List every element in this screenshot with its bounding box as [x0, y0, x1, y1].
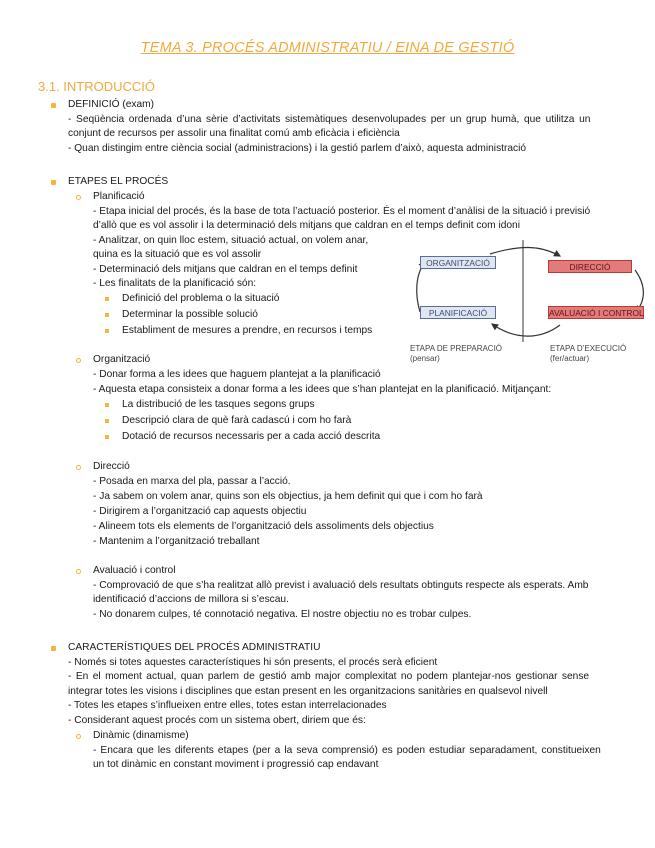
- box-direccio: DIRECCIÓ: [548, 260, 632, 273]
- bullet-circle: [76, 734, 81, 739]
- avaluacio-heading: Avaluació i control: [93, 565, 176, 576]
- organitzacio-line: - Aquesta etapa consisteix a donar forma a les idees que s’han plantejat en la planificació. Mitjançant:: [93, 384, 552, 395]
- etapes-heading: ETAPES EL PROCÉS: [68, 176, 169, 187]
- planificacio-item: Establiment de mesures a prendre, en recursos i temps: [122, 325, 373, 336]
- caracteristiques-line: - Només si totes aquestes característiques hi són presents, el procés serà eficient: [68, 657, 438, 668]
- planificacio-item: Determinar la possible solució: [122, 309, 258, 320]
- caracteristiques-line: - Considerant aquest procés com un sistema obert, diriem que és:: [68, 715, 366, 726]
- definicio-line: - Quan distingim entre ciència social (administracions) i la gestió parlem d’això, aquesta administració: [68, 143, 527, 154]
- etapa-preparacio-label: ETAPA DE PREPARACIÓ: [410, 344, 503, 353]
- planificacio-item: Definició del problema o la situació: [122, 293, 280, 304]
- avaluacio-line: - Comprovació de que s’ha realitzat allò previst i avaluació dels resultats obtinguts respecte als esperats. Amb: [93, 580, 589, 591]
- bullet-circle: [76, 358, 81, 363]
- definicio-line: conjunt de recursos per assolir una finalitat comú amb eficàcia i eficiència: [68, 128, 400, 139]
- caracteristiques-heading: CARACTERÍSTIQUES DEL PROCÉS ADMINISTRATIU: [68, 642, 321, 653]
- direccio-line: - Posada en marxa del pla, passar a l’acció.: [93, 476, 291, 487]
- caracteristiques-line: - Totes les etapes s’influeixen entre elles, totes estan interrelacionades: [68, 700, 387, 711]
- dinamic-line: un tot dinàmic en constant moviment i progressió cap endavant: [93, 759, 379, 770]
- box-organitzacio: ORGANITZACIÓ: [420, 256, 496, 269]
- definicio-heading: DEFINICIÓ (exam): [68, 99, 155, 110]
- organitzacio-line: - Donar forma a les idees que haguem plantejat a la planificació: [93, 369, 381, 380]
- bullet-small: [105, 313, 109, 317]
- dinamic-heading: Dinàmic (dinamisme): [93, 730, 189, 741]
- definicio-line: - Seqüència ordenada d’una sèrie d’activitats sistemàtiques desenvolupades per un grup humà, que utilitza un: [68, 114, 591, 125]
- direccio-heading: Direcció: [93, 461, 130, 472]
- process-diagram: [410, 240, 650, 370]
- etapa-execucio-label: ETAPA D’EXECUCIÓ: [550, 344, 627, 353]
- bullet-circle: [76, 569, 81, 574]
- bullet-small: [105, 329, 109, 333]
- planificacio-line: - Les finalitats de la planificació són:: [93, 278, 257, 289]
- bullet-circle: [76, 195, 81, 200]
- bullet-small: [105, 403, 109, 407]
- bullet-square: [51, 180, 56, 185]
- organitzacio-item: Descripció clara de què farà cadascú i com ho farà: [122, 415, 352, 426]
- avaluacio-line: - No donarem culpes, té connotació negativa. El nostre objectiu no es trobar culpes.: [93, 609, 472, 620]
- arrow-top: [490, 247, 560, 256]
- bullet-circle: [76, 465, 81, 470]
- planificacio-heading: Planificació: [93, 191, 145, 202]
- direccio-line: - Alineem tots els elements de l’organització dels assoliments dels objectius: [93, 521, 434, 532]
- bullet-small: [105, 419, 109, 423]
- planificacio-line: quina es la situació que es vol assolir: [93, 249, 262, 260]
- planificacio-line: - Etapa inicial del procés, és la base de tota l’actuació posterior. És el moment d’anàlisi de la situació i previsió: [93, 206, 591, 217]
- direccio-line: - Ja sabem on volem anar, quins son els objectius, ja hem definit qui que i com ho farà: [93, 491, 483, 502]
- bullet-square: [51, 103, 56, 108]
- avaluacio-line: identificació d’accions de millora si s’escau.: [93, 594, 289, 605]
- organitzacio-item: La distribució de les tasques segons grups: [122, 399, 315, 410]
- box-planificacio: PLANIFICACIÓ: [420, 306, 496, 319]
- direccio-line: - Mantenim a l’organització treballant: [93, 536, 260, 547]
- execucio-note: (fer/actuar): [550, 354, 590, 363]
- arrow-bottom: [492, 324, 560, 336]
- bullet-small: [105, 297, 109, 301]
- direccio-line: - Dirigirem a l’organització cap aquests objectiu: [93, 506, 307, 517]
- planificacio-line: - Analitzar, on quin lloc estem, situació actual, on volem anar,: [93, 235, 369, 246]
- bullet-small: [105, 435, 109, 439]
- organitzacio-item: Dotació de recursos necessaris per a cada acció descrita: [122, 431, 381, 442]
- bullet-square: [51, 646, 56, 651]
- caracteristiques-line: integrar totes les visions i disciplines que estan present en les organitzacions sanitàries en qualsevol nivell: [68, 686, 548, 697]
- organitzacio-heading: Organització: [93, 354, 151, 365]
- box-avaluacio: AVALUACIÓ I CONTROL: [549, 308, 644, 318]
- section-heading: 3.1. INTRODUCCIÓ: [38, 79, 156, 94]
- caracteristiques-line: - En el moment actual, quan parlem de gestió amb major complexitat no podem plantejar-nos gestionar sense: [68, 671, 590, 682]
- preparacio-note: (pensar): [410, 354, 440, 363]
- planificacio-line: d’allò que es vol assolir i la determinació dels mitjans que caldran en el temps definit com idoni: [93, 220, 520, 231]
- arrow-left: [417, 262, 425, 312]
- planificacio-line: - Determinació dels mitjans que caldran en el temps definit: [93, 264, 358, 275]
- dinamic-line: - Encara que les diferents etapes (per a la seva comprensió) es poden estudiar separadament, constitueixen: [93, 745, 601, 756]
- page-title: TEMA 3. PROCÉS ADMINISTRATIU / EINA DE GESTIÓ: [140, 40, 515, 56]
